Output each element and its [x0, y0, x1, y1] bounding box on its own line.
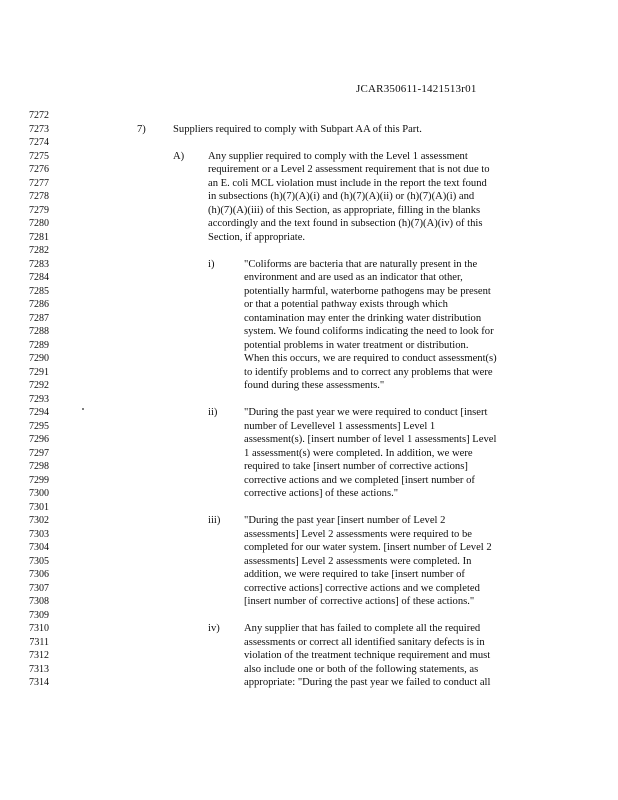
item-i-label: i): [208, 258, 215, 270]
blank-line: [0, 609, 618, 623]
item-i-text: environment and are used as an indicator that other,: [244, 272, 463, 283]
item-a-line: [0, 204, 618, 218]
line-number: 7289: [29, 339, 49, 351]
item-iv-text: also include one or both of the following statements, as: [244, 663, 479, 675]
item-i-text: or that a potential pathway exists through which: [244, 299, 448, 310]
item-a-line: [0, 190, 618, 204]
item-ii-line: [0, 487, 618, 501]
line-number: 7293: [29, 393, 49, 405]
line-number: 7279: [29, 204, 49, 216]
item-iii-text: assessments] Level 2 assessments were required to be: [244, 528, 472, 540]
item-i-text: system. We found coliforms indicating the need to look for: [244, 326, 494, 337]
item-iv-line: [0, 663, 618, 677]
blank-line: [0, 501, 618, 515]
line-number: 7306: [29, 569, 49, 580]
item-a-text: accordingly and the text found in subsection (h)(7)(A)(iv) of this: [208, 218, 483, 229]
item-iii-text: completed for our water system. [insert number of Level 2: [244, 542, 492, 553]
item-iv-text: appropriate: "During the past year we failed to conduct all: [244, 677, 491, 688]
item-i-text: When this occurs, we are required to conduct assessment(s): [244, 353, 497, 364]
item-a-line: [0, 217, 618, 231]
item-ii-line: [0, 420, 618, 434]
line-number: 7295: [29, 420, 49, 432]
item-iii-text: [insert number of corrective actions] of these actions.": [244, 596, 475, 607]
item-a-text: in subsections (h)(7)(A)(i) and (h)(7)(A)(ii) or (h)(7)(A)(i) and: [208, 191, 475, 202]
line-number: 7312: [29, 650, 49, 661]
line-number: 7296: [29, 434, 49, 445]
item-iii-line: [0, 514, 618, 528]
item-iv-line: [0, 636, 618, 650]
line-number: 7291: [29, 366, 49, 378]
item-i-text: to identify problems and to correct any problems that were: [244, 366, 493, 378]
item-ii-line: [0, 474, 618, 488]
item-i-line: [0, 352, 618, 366]
item-iii-line: [0, 541, 618, 555]
item-i-text: potential problems in water treatment or distribution.: [244, 339, 469, 351]
line-number: 7286: [29, 299, 49, 310]
item-i-line: [0, 258, 618, 272]
section-7-label: 7): [137, 123, 146, 135]
item-ii-line: [0, 460, 618, 474]
item-iv-line: [0, 676, 618, 690]
item-iv-line: [0, 622, 618, 636]
item-iii-line: [0, 528, 618, 542]
item-iii-line: [0, 595, 618, 609]
item-i-text: found during these assessments.": [244, 380, 385, 391]
line-number: 7280: [29, 218, 49, 229]
item-iv-text: Any supplier that has failed to complete all the required: [244, 623, 481, 634]
item-i-line: [0, 339, 618, 353]
item-ii-label: ii): [208, 407, 218, 418]
item-ii-text: 1 assessment(s) were completed. In addition, we were: [244, 447, 473, 459]
blank-line: [0, 244, 618, 258]
item-iii-label: iii): [208, 515, 221, 526]
item-i-line: [0, 298, 618, 312]
item-i-line: [0, 285, 618, 299]
item-iv-line: [0, 649, 618, 663]
line-number: 7301: [29, 501, 49, 513]
line-number: 7297: [29, 447, 49, 459]
line-number: 7285: [29, 285, 49, 297]
line-number: 7307: [29, 582, 49, 594]
section-7-heading: Suppliers required to comply with Subpart AA of this Part.: [173, 123, 422, 135]
item-i-line: [0, 366, 618, 380]
item-iii-text: addition, we were required to take [insert number of: [244, 569, 465, 580]
item-ii-text: corrective actions and we completed [insert number of: [244, 474, 475, 486]
line-number: 7282: [29, 245, 49, 256]
item-iii-text: assessments] Level 2 assessments were completed. In: [244, 555, 472, 567]
line-number: 7284: [29, 272, 49, 283]
item-iv-text: violation of the treatment technique requirement and must: [244, 650, 491, 661]
item-i-line: [0, 325, 618, 339]
item-i-line: [0, 312, 618, 326]
line-number: 7309: [29, 609, 49, 621]
item-i-line: [0, 271, 618, 285]
item-ii-text: required to take [insert number of corrective actions]: [244, 461, 468, 472]
line-number: 7278: [29, 191, 49, 202]
line-number: 7300: [29, 488, 49, 499]
line-number: 7283: [29, 258, 49, 270]
line-number: 7311: [29, 636, 49, 648]
item-ii-text: number of Levellevel 1 assessments] Level 1: [244, 420, 436, 432]
item-ii-text: corrective actions] of these actions.": [244, 488, 399, 499]
item-a-line: [0, 150, 618, 164]
item-ii-line: [0, 406, 618, 420]
item-ii-text: assessment(s). [insert number of level 1 assessments] Level: [244, 434, 497, 445]
document-id-header: JCAR350611-1421513r01: [356, 83, 477, 95]
line-number: 7273: [29, 123, 49, 135]
item-a-text: Section, if appropriate.: [208, 231, 306, 243]
blank-line: [0, 109, 618, 123]
item-ii-line: [0, 433, 618, 447]
line-number: 7277: [29, 177, 49, 189]
line-number: 7290: [29, 353, 49, 364]
line-number: 7288: [29, 326, 49, 337]
document-body: [0, 109, 618, 690]
item-iii-text: corrective actions] corrective actions and we completed: [244, 582, 480, 594]
item-i-text: contamination may enter the drinking water distribution: [244, 312, 482, 324]
item-iv-text: assessments or correct all identified sanitary defects is in: [244, 636, 485, 648]
line-number: 7313: [29, 663, 49, 675]
item-iii-line: [0, 568, 618, 582]
item-iii-line: [0, 582, 618, 596]
line-number: 7305: [29, 555, 49, 567]
line-number: 7294: [29, 407, 49, 418]
item-i-text: "Coliforms are bacteria that are naturally present in the: [244, 258, 478, 270]
item-a-line: [0, 231, 618, 245]
line-number: 7304: [29, 542, 49, 553]
item-iii-text: "During the past year [insert number of Level 2: [244, 515, 446, 526]
line-number: 7299: [29, 474, 49, 486]
item-iii-line: [0, 555, 618, 569]
item-a-text: (h)(7)(A)(iii) of this Section, as appropriate, filling in the blanks: [208, 204, 481, 216]
line-number: 7276: [29, 164, 49, 175]
blank-line: [0, 393, 618, 407]
scan-speck: [82, 408, 84, 410]
item-i-text: potentially harmful, waterborne pathogens may be present: [244, 285, 491, 297]
item-i-line: [0, 379, 618, 393]
line-number: 7303: [29, 528, 49, 540]
item-a-text: an E. coli MCL violation must include in the report the text found: [208, 177, 487, 189]
line-number: 7287: [29, 312, 49, 324]
line-number: 7302: [29, 515, 49, 526]
item-a-label: A): [173, 150, 185, 162]
line-number: 7298: [29, 461, 49, 472]
item-iv-label: iv): [208, 623, 220, 634]
item-a-text: requirement or a Level 2 assessment requirement that is not due to: [208, 164, 490, 175]
line-number: 7275: [29, 150, 49, 162]
section-7-heading-row: [0, 123, 618, 137]
blank-line: [0, 136, 618, 150]
line-number: 7314: [29, 677, 49, 688]
line-number: 7308: [29, 596, 49, 607]
line-number: 7272: [29, 110, 49, 121]
line-number: 7281: [29, 231, 49, 243]
line-number: 7274: [29, 137, 49, 148]
item-a-line: [0, 163, 618, 177]
item-a-line: [0, 177, 618, 191]
item-ii-line: [0, 447, 618, 461]
line-number: 7310: [29, 623, 49, 634]
item-a-text: Any supplier required to comply with the Level 1 assessment: [208, 150, 468, 162]
line-number: 7292: [29, 380, 49, 391]
item-ii-text: "During the past year we were required to conduct [insert: [244, 407, 488, 418]
